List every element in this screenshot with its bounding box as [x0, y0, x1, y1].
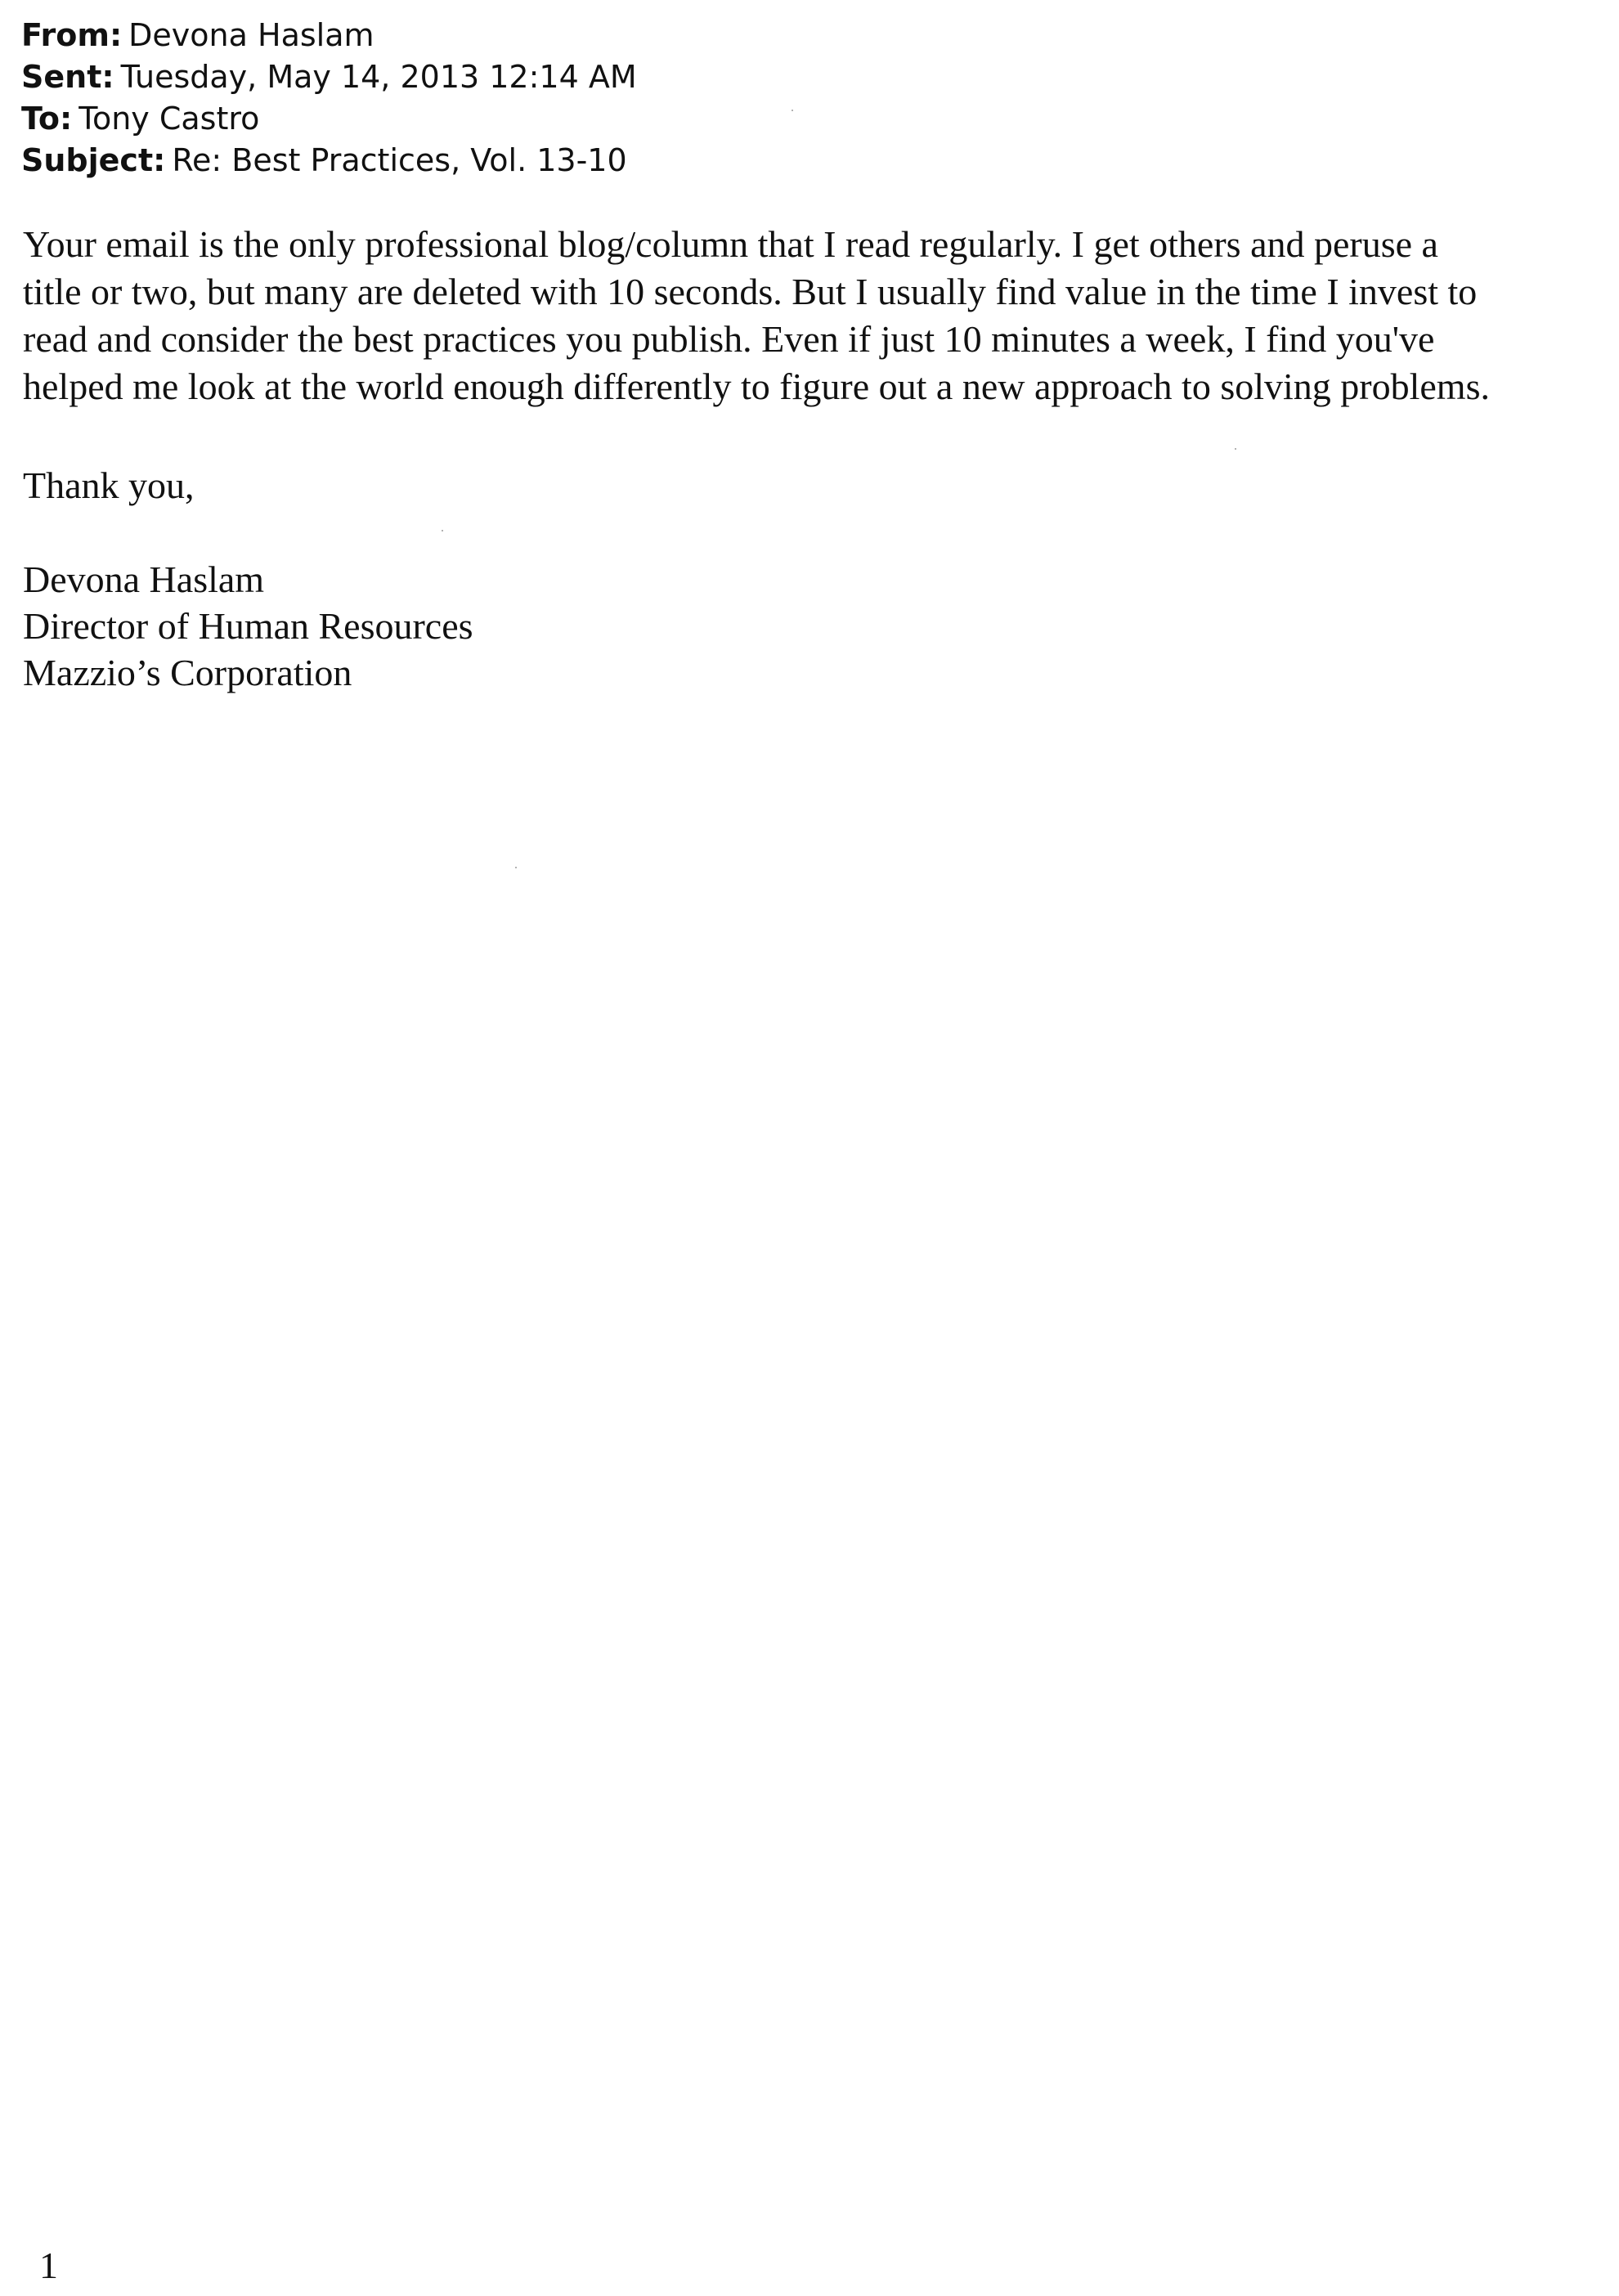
- sent-label: Sent:: [21, 59, 114, 95]
- from-label: From:: [21, 17, 123, 53]
- email-body-paragraph: [23, 221, 1609, 410]
- signature-company: Mazzio’s Corporation: [23, 652, 352, 693]
- subject-label: Subject:: [21, 142, 166, 178]
- sent-row: [21, 56, 637, 98]
- signature-block: [23, 556, 473, 696]
- scan-speck: [792, 110, 793, 111]
- scan-speck: [1235, 448, 1236, 450]
- subject-row: [21, 140, 637, 182]
- body-line: helped me look at the world enough differently to figure out a new approach to solving problems.: [23, 365, 1490, 407]
- email-header: [21, 15, 637, 182]
- to-row: [21, 98, 637, 140]
- body-line: title or two, but many are deleted with 10 seconds. But I usually find value in the time I invest to: [23, 271, 1478, 312]
- body-line: Your email is the only professional blog/column that I read regularly. I get others and peruse a: [23, 223, 1438, 265]
- page-number: 1: [39, 2244, 58, 2286]
- to-value: Tony Castro: [78, 101, 260, 137]
- signature-name: Devona Haslam: [23, 558, 265, 600]
- subject-value: Re: Best Practices, Vol. 13-10: [172, 142, 627, 178]
- closing-line: Thank you,: [23, 464, 195, 506]
- from-row: [21, 15, 637, 56]
- sent-value: Tuesday, May 14, 2013 12:14 AM: [120, 59, 637, 95]
- scan-speck: [442, 530, 443, 531]
- body-line: read and consider the best practices you publish. Even if just 10 minutes a week, I find you've: [23, 318, 1435, 360]
- signature-title: Director of Human Resources: [23, 605, 473, 647]
- to-label: To:: [21, 101, 73, 137]
- scan-speck: [515, 867, 517, 868]
- from-value: Devona Haslam: [128, 17, 374, 53]
